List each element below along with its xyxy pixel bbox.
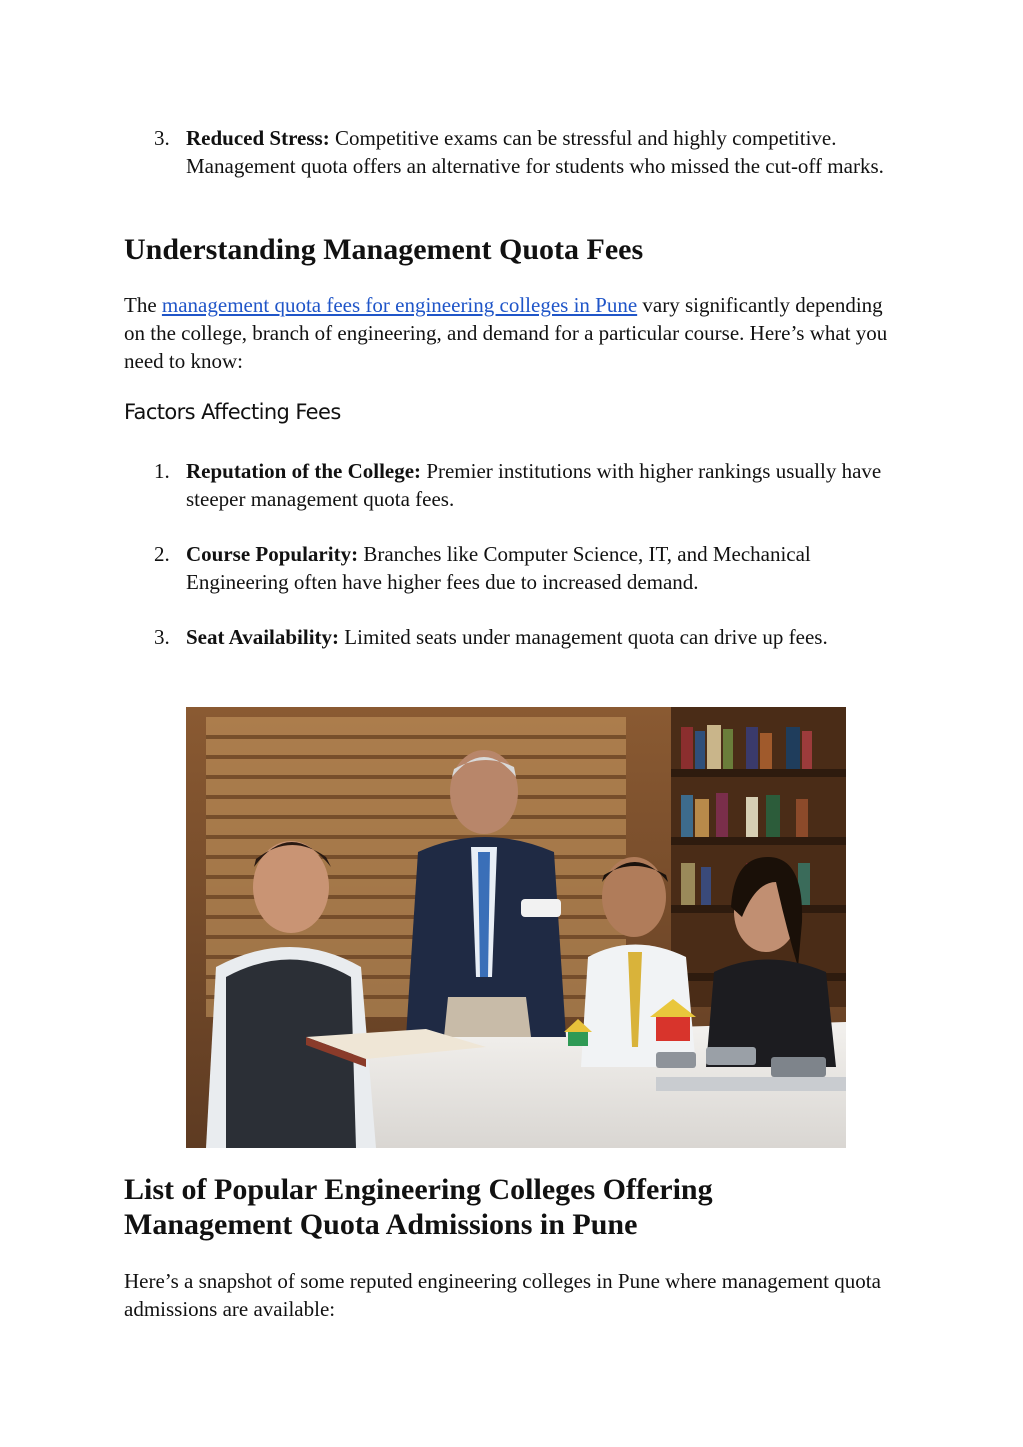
list-item-text: Limited seats under management quota can drive up fees. [339,625,828,649]
list-item-text: Branches like Computer Science, IT, and Mechanical Engineering often have higher fees due to increased demand. [186,542,811,594]
list-item-bold: Reduced Stress: [186,126,330,150]
para-text-pre: The [124,293,162,317]
fees-paragraph [124,291,904,375]
list-item [124,125,904,180]
intro-list [124,125,904,180]
section-heading-colleges [124,1172,904,1242]
list-item [124,624,904,652]
list-number: 3. [154,625,170,649]
list-item-bold: Seat Availability: [186,625,340,649]
para-text-post: vary significantly depending on the college, branch of engineering, and demand for a particular course. Here’s what you need to know: [124,293,888,373]
list-number: 2. [154,542,170,566]
list-number: 3. [154,126,170,150]
list-item-bold: Reputation of the College: [186,459,422,483]
colleges-paragraph: Here’s a snapshot of some reputed engineering colleges in Pune where management quota admissions are available: [124,1269,881,1321]
photo-illustration [186,707,846,1148]
heading-line-1: List of Popular Engineering Colleges Offering [124,1173,713,1206]
heading-line-2: Management Quota Admissions in Pune [124,1208,638,1241]
factors-heading: Factors Affecting Fees [124,400,341,424]
list-item-text: Premier institutions with higher rankings usually have steeper management quota fees. [186,459,882,511]
list-item [124,458,904,513]
fees-link[interactable]: management quota fees for engineering colleges in Pune [161,293,638,317]
list-item-bold: Course Popularity: [186,542,359,566]
office-meeting-photo [186,707,846,1148]
factors-list [124,458,904,652]
section-heading-fees: Understanding Management Quota Fees [124,233,644,266]
list-item [124,541,904,596]
list-number: 1. [154,459,170,483]
list-item-text: Competitive exams can be stressful and highly competitive. Management quota offers an alternative for students who missed the cut-off marks. [186,126,884,178]
